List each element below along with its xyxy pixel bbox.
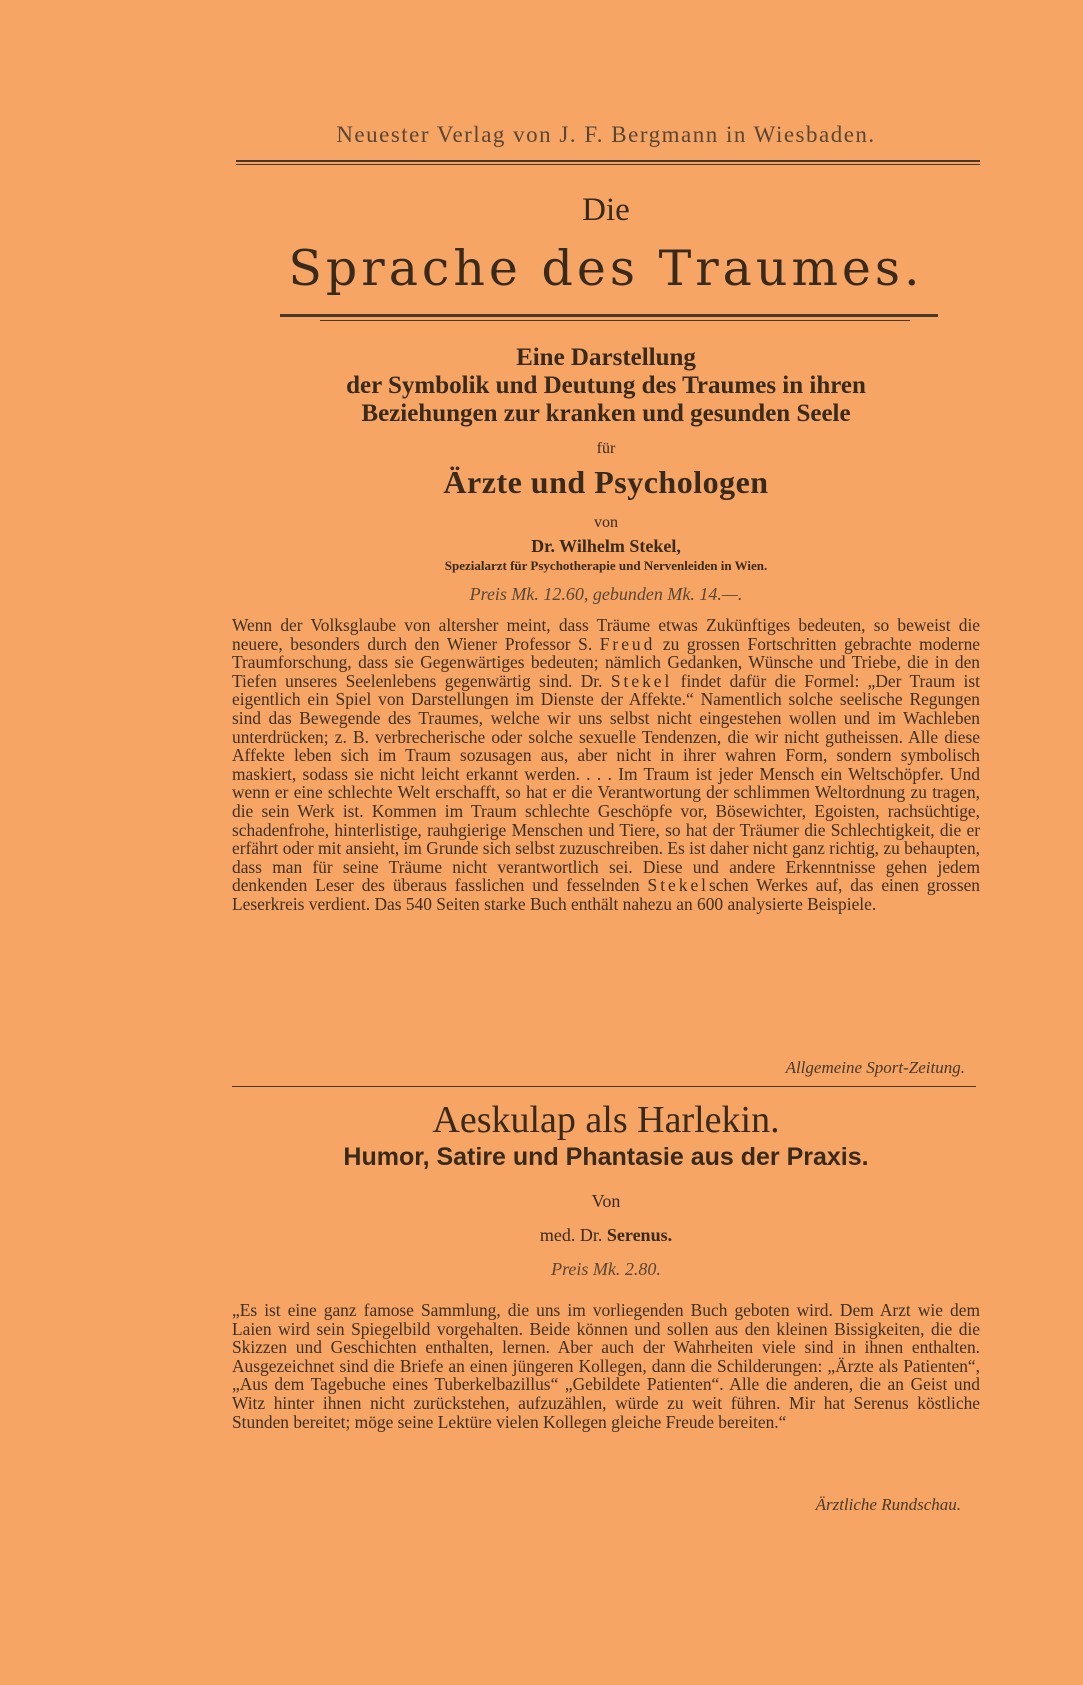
publisher-line: Neuester Verlag von J. F. Bergmann in Wiesbaden. — [336, 122, 876, 147]
book2-title: Aeskulap als Harlekin. — [432, 1099, 780, 1141]
book1-von: von — [594, 514, 618, 531]
review-text: zu grossen Fortschritten gebrachte moderne Traumforschung, dass sie Gegenwärtiges bedeuten; nämlich Gedanken, Wünsche und Triebe, die in den Tiefen unseres Seelenlebens gegenwärtig sind. Dr. — [232, 633, 980, 691]
review-text: schen Werkes auf, das einen grossen Leserkreis verdient. Das 540 Seiten starke Buch enthält nahezu an 600 analysierte Beispiele. — [232, 875, 981, 914]
header-rule-thin — [236, 164, 980, 165]
book2-review: „Es ist eine ganz famose Sammlung, die uns im vorliegenden Buch geboten wird. Dem Arzt wie dem Laien wird sein Spiegelbild vorgehalten. Beide können und sollen aus den kleinen Bissigkeiten, die die Skizzen und Geschichten enthalten, lernen. Aber auch der Wahrheiten viele sind in ihnen enthalten. Ausgezeichnet sind die Briefe an einen jüngeren Kollegen, dann die Schilderungen: „Ärzte als Patienten“, „Aus dem Tagebuche eines Tuberkelbazillus“ „Gebildete Patienten“. Alle die anderen, die an Geist und Witz hinter ihnen nicht zurückstehen, aufzuzählen, würde zu weit führen. Mir hat Serenus köstliche Stunden bereitet; möge seine Lektüre vielen Kollegen gleiche Freude bereiten.“ — [232, 1300, 980, 1432]
section-divider — [232, 1086, 976, 1087]
book2-price: Preis Mk. 2.80. — [551, 1259, 661, 1279]
book1-review — [232, 616, 980, 1076]
book2-von: Von — [591, 1191, 621, 1211]
book2-author — [232, 1225, 980, 1246]
book2-author-prefix: med. Dr. — [539, 1225, 607, 1245]
book2-subtitle: Humor, Satire und Phantasie aus der Praxis. — [343, 1143, 869, 1171]
title-rule — [280, 314, 938, 317]
book1-review-source: Allgemeine Sport-Zeitung. — [785, 1058, 965, 1077]
book2-review-source: Ärztliche Rundschau. — [815, 1495, 961, 1514]
book1-title-small: Die — [582, 192, 630, 228]
review-text: Wenn der Volksglaube von altersher meint, dass Träume etwas Zukünftiges bedeuten, so beweist die neuere, besonders durch den Wiener Professor S. — [232, 615, 980, 654]
review-name-stekel: Stekel — [647, 875, 709, 896]
book1-author: Dr. Wilhelm Stekel, — [531, 536, 681, 556]
book1-subtitle-line: der Symbolik und Deutung des Traumes in ihren — [346, 372, 866, 399]
review-name-freud: Freud — [599, 633, 656, 654]
book1-subtitle-line: Eine Darstellung — [516, 344, 696, 371]
title-rule-thin — [320, 320, 910, 321]
book1-author-role: Spezialarzt für Psychotherapie und Nervenleiden in Wien. — [444, 558, 768, 573]
book1-title: Sprache des Traumes. — [288, 240, 924, 297]
review-name-stekel: Stekel — [610, 670, 673, 691]
book1-subtitle-line: Beziehungen zur kranken und gesunden Seele — [361, 400, 851, 427]
header-rule — [236, 160, 980, 162]
book1-subtitle — [232, 344, 980, 428]
book2-author-name: Serenus. — [606, 1225, 673, 1245]
review-text: findet dafür die Formel: „Der Traum ist eigentlich ein Spiel von Darstellungen im Dienste der Affekte.“ Namentlich solche seelische Regungen sind das Bewegende des Traumes, welche wir uns selbst nicht eingestehen wollen und im Wachleben unterdrücken; z. B. verbrecherische oder solche sexuelle Tendenzen, die wir nicht gutheissen. Alle diese Affekte leben sich im Traum sozusagen aus, aber nicht in ihrer wahren Form, sondern symbolisch maskiert, sodass sie nicht leicht erkannt werden. . . . Im Traum ist jeder Mensch ein Weltschöpfer. Und wenn er eine schlechte Welt erschafft, so hat er die Verantwortung der schlimmen Weltordnung zu tragen, die sein Werk ist. Kommen im Traum schlechte Geschöpfe vor, Bösewichter, Egoisten, rachsüchtige, schadenfrohe, hinterlistige, rauhgierige Menschen und Tiere, so hat der Träumer die Schlechtigkeit, die er erfährt oder mit ansieht, im Grunde sich selbst zuzuschreiben. Es ist daher nicht ganz richtig, zu behaupten, dass man für seine Träume nicht verantwortlich sei. Diese und andere Erkenntnisse gehen jedem denkenden Leser des überaus fasslichen und fesselnden — [232, 670, 980, 896]
book1-audience: Ärzte und Psychologen — [443, 464, 769, 500]
book1-fuer: für — [596, 440, 616, 457]
book1-price: Preis Mk. 12.60, gebunden Mk. 14.—. — [469, 584, 743, 604]
